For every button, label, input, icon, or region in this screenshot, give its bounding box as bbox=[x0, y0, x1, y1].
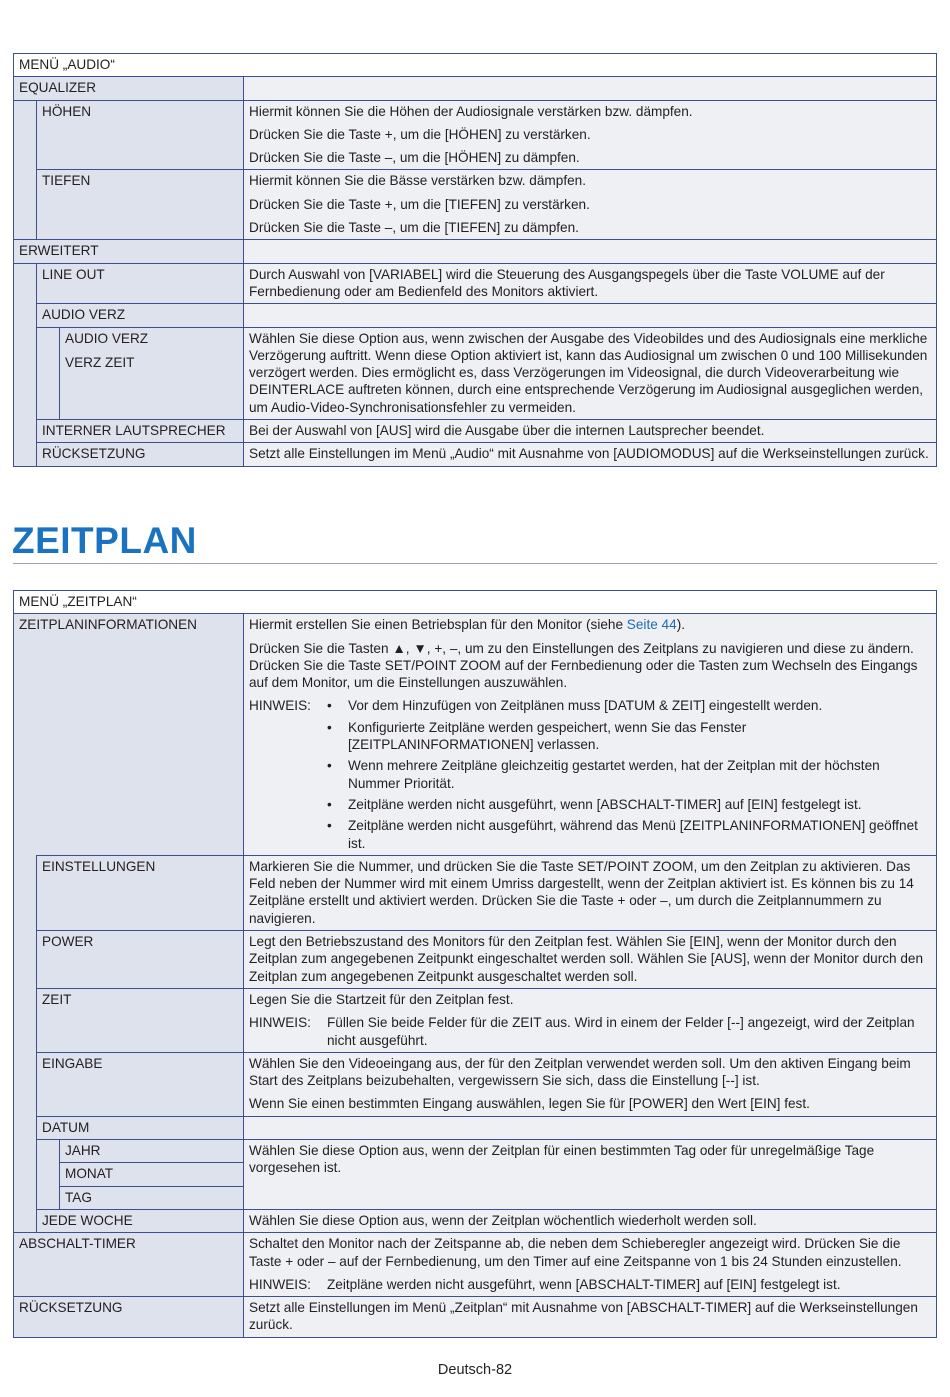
indent bbox=[37, 352, 60, 420]
note-item bbox=[327, 796, 932, 813]
hoehen-label: HÖHEN bbox=[37, 100, 244, 170]
zeit-label: ZEIT bbox=[37, 988, 244, 1052]
hoehen-line: Hiermit können Sie die Höhen der Audiosignale verstärken bzw. dämpfen. bbox=[249, 103, 693, 119]
datum-group-desc bbox=[244, 1116, 937, 1139]
einstellungen-desc: Markieren Sie die Nummer, und drücken Sie die Taste SET/POINT ZOOM, um den Zeitplan zu aktivieren. Das Feld neben der Nummer wird mit einem Umriss dargestellt, wenn der Zeitplan aktiviert ist. Es können bis zu 14 Zeitpläne erstellt und aktiviert werden. Drücken Sie die Taste + oder –, um durch die Zeitplannummern zu navigieren. bbox=[244, 855, 937, 930]
zeit-desc bbox=[244, 988, 937, 1052]
eingabe-text: Wählen Sie den Videoeingang aus, der für den Zeitplan verwendet werden soll. Um den aktiven Eingang beim Start des Zeitplans beizubehalten, vergewissern Sie sich, dass die Einstellung [--] ist. bbox=[249, 1055, 911, 1089]
note-text: Füllen Sie beide Felder für die ZEIT aus. Wird in einem der Felder [--] angezeigt, wird der Zeitplan nicht ausgeführt. bbox=[327, 1015, 915, 1048]
line-out-desc: Durch Auswahl von [VARIABEL] wird die Steuerung des Ausgangspegels über die Taste VOLUME auf der Fernbedienung oder am Bedienfeld des Monitors aktiviert. bbox=[244, 263, 937, 304]
zeitplan-menu-header-row bbox=[14, 591, 937, 614]
indent bbox=[14, 420, 37, 443]
page-number: Deutsch-82 bbox=[437, 1362, 513, 1378]
einstellungen-label: EINSTELLUNGEN bbox=[37, 855, 244, 930]
info-row bbox=[14, 614, 937, 856]
section-title: ZEITPLAN bbox=[12, 520, 197, 561]
verz-zeit-label: VERZ ZEIT bbox=[60, 352, 244, 420]
abschalt-label: ABSCHALT-TIMER bbox=[14, 1233, 244, 1297]
abschalt-text: Schaltet den Monitor nach der Zeitspanne ab, die neben dem Schieberegler angezeigt wird. Drücken Sie die Taste + oder – auf der Fernbedienung, um den Timer auf eine Zeitspanne von 1 bis 24 Stunden einzustellen. bbox=[249, 1236, 902, 1269]
zeitplan-menu-header: MENÜ „ZEITPLAN“ bbox=[14, 591, 937, 614]
indent bbox=[14, 1186, 37, 1209]
note-text: Zeitpläne werden nicht ausgeführt, wenn [ABSCHALT-TIMER] auf [EIN] festgelegt ist. bbox=[348, 796, 862, 812]
indent bbox=[14, 170, 37, 240]
indent bbox=[14, 1116, 37, 1139]
interner-desc: Bei der Auswahl von [AUS] wird die Ausgabe über die internen Lautsprecher beendet. bbox=[244, 420, 937, 443]
zeitplan-ruecksetzung-label: RÜCKSETZUNG bbox=[14, 1297, 244, 1338]
line-out-label: LINE OUT bbox=[37, 263, 244, 304]
audio-verz-group-row bbox=[14, 304, 937, 327]
abschalt-note bbox=[249, 1276, 932, 1293]
audio-ruecksetzung-desc: Setzt alle Einstellungen im Menü „Audio“ mit Ausnahme von [AUDIOMODUS] auf die Werkseinstellungen zurück. bbox=[244, 443, 937, 466]
audio-verz-group-desc bbox=[244, 304, 937, 327]
bullet: • bbox=[327, 796, 332, 812]
bullet: • bbox=[327, 719, 332, 735]
indent bbox=[37, 327, 60, 352]
tiefen-line: Drücken Sie die Taste +, um die [TIEFEN] zu verstärken. bbox=[249, 196, 590, 212]
note-item bbox=[327, 817, 932, 852]
indent bbox=[14, 931, 37, 989]
info-line1-end: ). bbox=[676, 617, 685, 633]
interner-row bbox=[14, 420, 937, 443]
audio-verz-group-label: AUDIO VERZ bbox=[37, 304, 244, 327]
note-item bbox=[327, 719, 932, 754]
note-text: Vor dem Hinzufügen von Zeitplänen muss [DATUM & ZEIT] eingestellt werden. bbox=[348, 698, 823, 714]
einstellungen-row bbox=[14, 855, 937, 930]
audio-menu-table bbox=[13, 53, 937, 467]
zeit-text: Legen Sie die Startzeit für den Zeitplan fest. bbox=[249, 991, 514, 1007]
power-desc: Legt den Betriebszustand des Monitors für den Zeitplan fest. Wählen Sie [EIN], wenn der Monitor durch den Zeitplan zum angegebenen Zeitpunkt eingeschaltet werden soll. Wählen Sie [AUS], wenn der Monitor durch den Zeitplan zum angegebenen Zeitpunkt ausgeschaltet werden soll. bbox=[244, 931, 937, 989]
eingabe-label: EINGABE bbox=[37, 1052, 244, 1116]
indent bbox=[37, 1163, 60, 1186]
eingabe-text: Wenn Sie einen bestimmten Eingang auswählen, legen Sie für [POWER] den Wert [EIN] fest. bbox=[249, 1096, 810, 1112]
monat-label: MONAT bbox=[60, 1163, 244, 1186]
datum-label: DATUM bbox=[37, 1116, 244, 1139]
indent bbox=[14, 304, 37, 327]
audio-ruecksetzung-label: RÜCKSETZUNG bbox=[37, 443, 244, 466]
note-label: HINWEIS: bbox=[249, 698, 311, 714]
info-line2: Drücken Sie die Tasten ▲, ▼, +, –, um zu den Einstellungen des Zeitplans zu navigieren und diese zu ändern. Drücken Sie die Taste SET/POINT ZOOM auf der Fernbedienung oder die Tasten zum Wechseln des Eingangs auf dem Monitor, um die Einstellungen auszuwählen. bbox=[249, 640, 918, 691]
audio-menu-header: MENÜ „AUDIO“ bbox=[14, 54, 937, 77]
hoehen-line: Drücken Sie die Taste –, um die [HÖHEN] zu dämpfen. bbox=[249, 150, 580, 166]
section-divider bbox=[13, 563, 937, 564]
info-label: ZEITPLANINFORMATIONEN bbox=[14, 614, 244, 856]
eingabe-row bbox=[14, 1052, 937, 1116]
equalizer-row bbox=[14, 77, 937, 100]
audio-verz-desc: Wählen Sie diese Option aus, wenn zwischen der Ausgabe des Videobildes und des Audiosignals eine merkliche Verzögerung auftritt. Wenn diese Option aktiviert ist, kann das Audiosignal um zwischen 0 und 100 Millisekunden verzögert werden. Dies ermöglicht es, dass Verzögerungen im Videosignal, die durch Videoverarbeitung wie DEINTERLACE auftreten können, durch eine entsprechende Verzögerung im Audiosignal ausgeglichen werden, um Audio-Video-Synchronisationsfehler zu vermeiden. bbox=[244, 327, 937, 419]
equalizer-label: EQUALIZER bbox=[14, 77, 244, 100]
tiefen-label: TIEFEN bbox=[37, 170, 244, 240]
indent bbox=[14, 1052, 37, 1116]
page-link[interactable]: Seite 44 bbox=[626, 617, 677, 633]
indent bbox=[14, 1140, 37, 1163]
note-list bbox=[327, 697, 932, 851]
abschalt-row bbox=[14, 1233, 937, 1297]
zeitplan-ruecksetzung-desc: Setzt alle Einstellungen im Menü „Zeitplan“ mit Ausnahme von [ABSCHALT-TIMER] auf die Werkseinstellungen zurück. bbox=[244, 1297, 937, 1338]
hoehen-row bbox=[14, 100, 937, 170]
indent bbox=[37, 1186, 60, 1209]
info-line1-text: Hiermit erstellen Sie einen Betriebsplan für den Monitor (siehe bbox=[249, 617, 627, 633]
zeit-row bbox=[14, 988, 937, 1052]
datum-desc: Wählen Sie diese Option aus, wenn der Zeitplan für einen bestimmten Tag oder für unregelmäßige Tage vorgesehen ist. bbox=[244, 1140, 937, 1210]
info-line1 bbox=[249, 616, 932, 633]
indent bbox=[14, 855, 37, 930]
audio-verz-label: AUDIO VERZ bbox=[60, 327, 244, 352]
power-row bbox=[14, 931, 937, 989]
zeitplan-menu-table bbox=[13, 590, 937, 1338]
indent bbox=[14, 352, 37, 420]
indent bbox=[37, 1140, 60, 1163]
jahr-row bbox=[14, 1140, 937, 1163]
eingabe-desc bbox=[244, 1052, 937, 1116]
indent bbox=[14, 988, 37, 1052]
jede-woche-label: JEDE WOCHE bbox=[37, 1209, 244, 1232]
tiefen-row bbox=[14, 170, 937, 240]
note-text: Konfigurierte Zeitpläne werden gespeichert, wenn Sie das Fenster [ZEITPLANINFORMATIONEN] verlassen. bbox=[348, 719, 747, 753]
indent bbox=[14, 327, 37, 352]
note-label: HINWEIS: bbox=[249, 1015, 311, 1031]
interner-label: INTERNER LAUTSPRECHER bbox=[37, 420, 244, 443]
tag-label: TAG bbox=[60, 1186, 244, 1209]
jahr-label: JAHR bbox=[60, 1140, 244, 1163]
indent bbox=[14, 1163, 37, 1186]
note-item bbox=[327, 697, 932, 714]
hoehen-desc bbox=[244, 100, 937, 170]
erweitert-row bbox=[14, 240, 937, 263]
bullet: • bbox=[327, 698, 332, 714]
info-desc bbox=[244, 614, 937, 856]
indent bbox=[14, 263, 37, 304]
equalizer-desc bbox=[244, 77, 937, 100]
tiefen-desc bbox=[244, 170, 937, 240]
info-note bbox=[249, 697, 932, 851]
datum-row bbox=[14, 1116, 937, 1139]
zeitplan-ruecksetzung-row bbox=[14, 1297, 937, 1338]
jede-woche-desc: Wählen Sie diese Option aus, wenn der Zeitplan wöchentlich wiederholt werden soll. bbox=[244, 1209, 937, 1232]
zeit-note bbox=[249, 1014, 932, 1049]
erweitert-desc bbox=[244, 240, 937, 263]
note-text: Zeitpläne werden nicht ausgeführt, wenn [ABSCHALT-TIMER] auf [EIN] festgelegt ist. bbox=[327, 1276, 841, 1292]
erweitert-label: ERWEITERT bbox=[14, 240, 244, 263]
jede-woche-row bbox=[14, 1209, 937, 1232]
hoehen-line: Drücken Sie die Taste +, um die [HÖHEN] zu verstärken. bbox=[249, 126, 591, 142]
note-label: HINWEIS: bbox=[249, 1276, 311, 1292]
indent bbox=[14, 443, 37, 466]
tiefen-line: Drücken Sie die Taste –, um die [TIEFEN] zu dämpfen. bbox=[249, 220, 579, 236]
abschalt-desc bbox=[244, 1233, 937, 1297]
note-text: Wenn mehrere Zeitpläne gleichzeitig gestartet werden, hat der Zeitplan mit der höchsten Nummer Priorität. bbox=[348, 758, 880, 791]
line-out-row bbox=[14, 263, 937, 304]
audio-ruecksetzung-row bbox=[14, 443, 937, 466]
tiefen-line: Hiermit können Sie die Bässe verstärken bzw. dämpfen. bbox=[249, 173, 586, 189]
audio-verz-row bbox=[14, 327, 937, 352]
note-text: Zeitpläne werden nicht ausgeführt, während das Menü [ZEITPLANINFORMATIONEN] geöffnet ist. bbox=[348, 818, 918, 851]
note-item bbox=[327, 757, 932, 792]
bullet: • bbox=[327, 758, 332, 774]
indent bbox=[14, 100, 37, 170]
indent bbox=[14, 1209, 37, 1232]
power-label: POWER bbox=[37, 931, 244, 989]
bullet: • bbox=[327, 818, 332, 834]
audio-menu-header-row bbox=[14, 54, 937, 77]
